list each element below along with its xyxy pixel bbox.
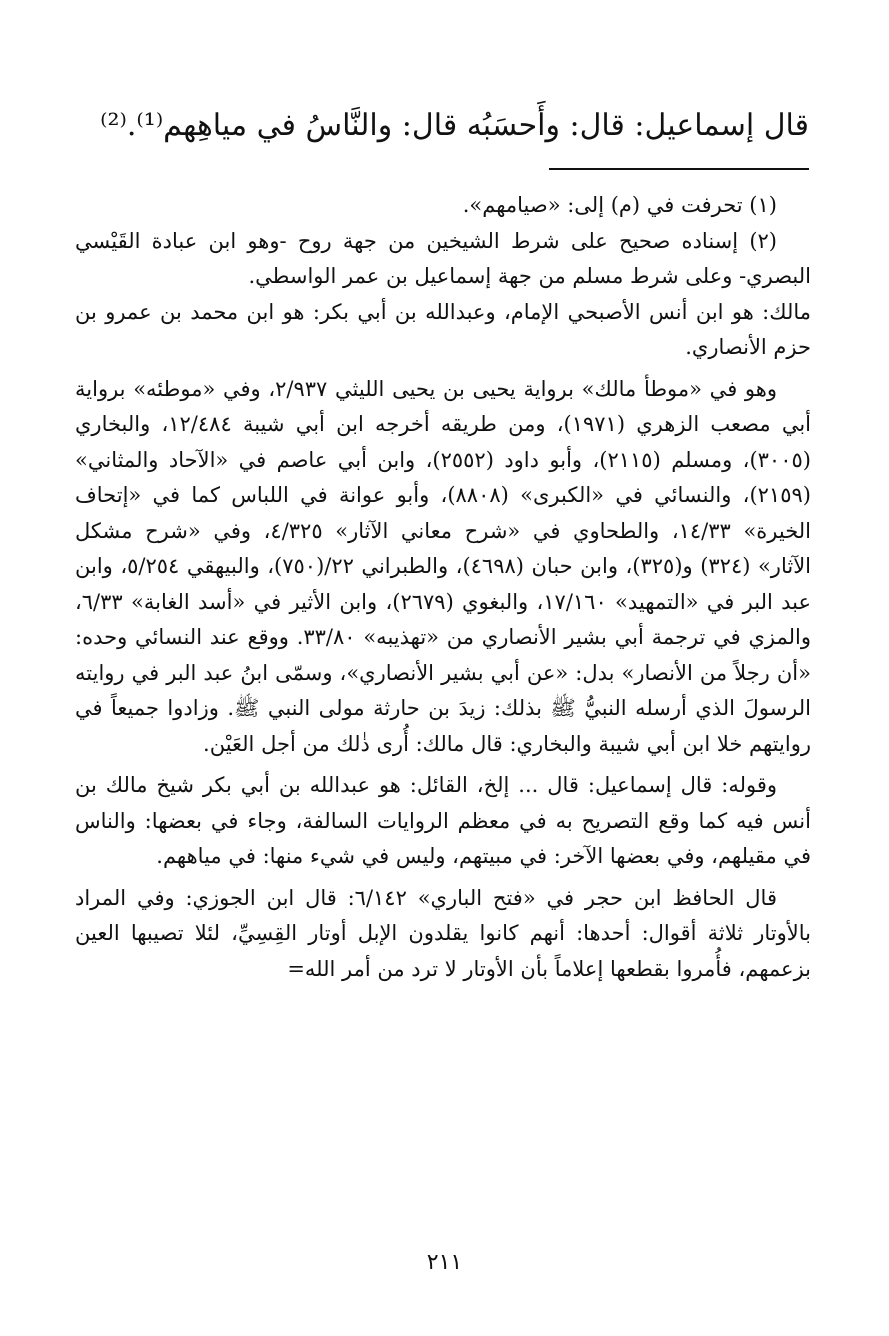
footnote-2-paragraph-malik: مالك: هو ابن أنس الأصبحي الإمام، وعبدالله بن أبي بكر: هو ابن محمد بن عمرو بن حزم الأنصاري. [75, 299, 811, 359]
footnote-divider [549, 168, 809, 170]
footnote-1: (١) تحرفت في (م) إلى: «صيامهم». [462, 193, 777, 217]
footnote-2-paragraph-hafiz: قال الحافظ ابن حجر في «فتح الباري» ٦/١٤٢: قال ابن الجوزي: وفي المراد بالأوتار ثلاثة أقوال: أحدها: أنهم كانوا يقلدون الإبل أوتار القِسِيِّ، لئلا تصيبها العين بزعمهم، فأُمروا بقطعها إعلاماً بأن الأوتار لا ترد من أمر الله= [75, 885, 811, 981]
footnote-2-paragraph-qawluhu: وقوله: قال إسماعيل: قال ... إلخ، القائل: هو عبدالله بن أبي بكر شيخ مالك بن أنس فيه كما وقع التصريح به في معظم الروايات السالفة، وجاء في بعضها: والناس في مقيلهم، وفي بعضها الآخر: في مبيتهم، وليس في شيء منها: في مياههم. [75, 773, 811, 868]
footnote-2: (٢) إسناده صحيح على شرط الشيخين من جهة روح -وهو ابن عبادة القَيْسي البصري- وعلى شرط مسلم من جهة إسماعيل بن عمر الواسطي. [75, 228, 811, 288]
footnotes-section [75, 188, 811, 987]
main-text: قال إسماعيل: قال: وأَحسَبُه قال: والنَّاسُ في مياهِهم⁽¹⁾.⁽²⁾ [100, 108, 809, 143]
footnote-2-paragraph-sources: وهو في «موطأ مالك» برواية يحيى بن يحيى الليثي ٢/٩٣٧، وفي «موطئه» برواية أبي مصعب الزهري (١٩٧١)، ومن طريقه أخرجه ابن أبي شيبة ١٢/٤٨٤، والبخاري (٣٠٠٥)، ومسلم (٢١١٥)، وأبو داود (٢٥٥٢)، وابن أبي عاصم في «الآحاد والمثاني» (٢١٥٩)، والنسائي في «الكبرى» (٨٨٠٨)، وأبو عوانة في اللباس كما في «إتحاف الخيرة» ١٤/٣٣، والطحاوي في «شرح معاني الآثار» ٤/٣٢٥، وفي «شرح مشكل الآثار» (٣٢٤) و(٣٢٥)، وابن حبان (٤٦٩٨)، والطبراني ٢٢/(٧٥٠)، والبيهقي ٥/٢٥٤، وابن عبد البر في «التمهيد» ١٧/١٦٠، والبغوي (٢٦٧٩)، وابن الأثير في «أسد الغابة» ٦/٣٣، والمزي في ترجمة أبي بشير الأنصاري من «تهذيبه» ٣٣/٨٠. ووقع عند النسائي وحده: «أن رجلاً من الأنصار» بدل: «عن أبي بشير الأنصاري»، وسمّى ابنُ عبد البر في روايته الرسولَ الذي أرسله النبيُّ ﷺ بذلك: زيدَ بن حارثة مولى النبي ﷺ. وزادوا جميعاً في روايتهم خلا ابن أبي شيبة والبخاري: قال مالك: أُرى ذٰلك من أجل العَيْن. [75, 376, 812, 756]
page-number: ٢١١ [426, 1250, 463, 1275]
